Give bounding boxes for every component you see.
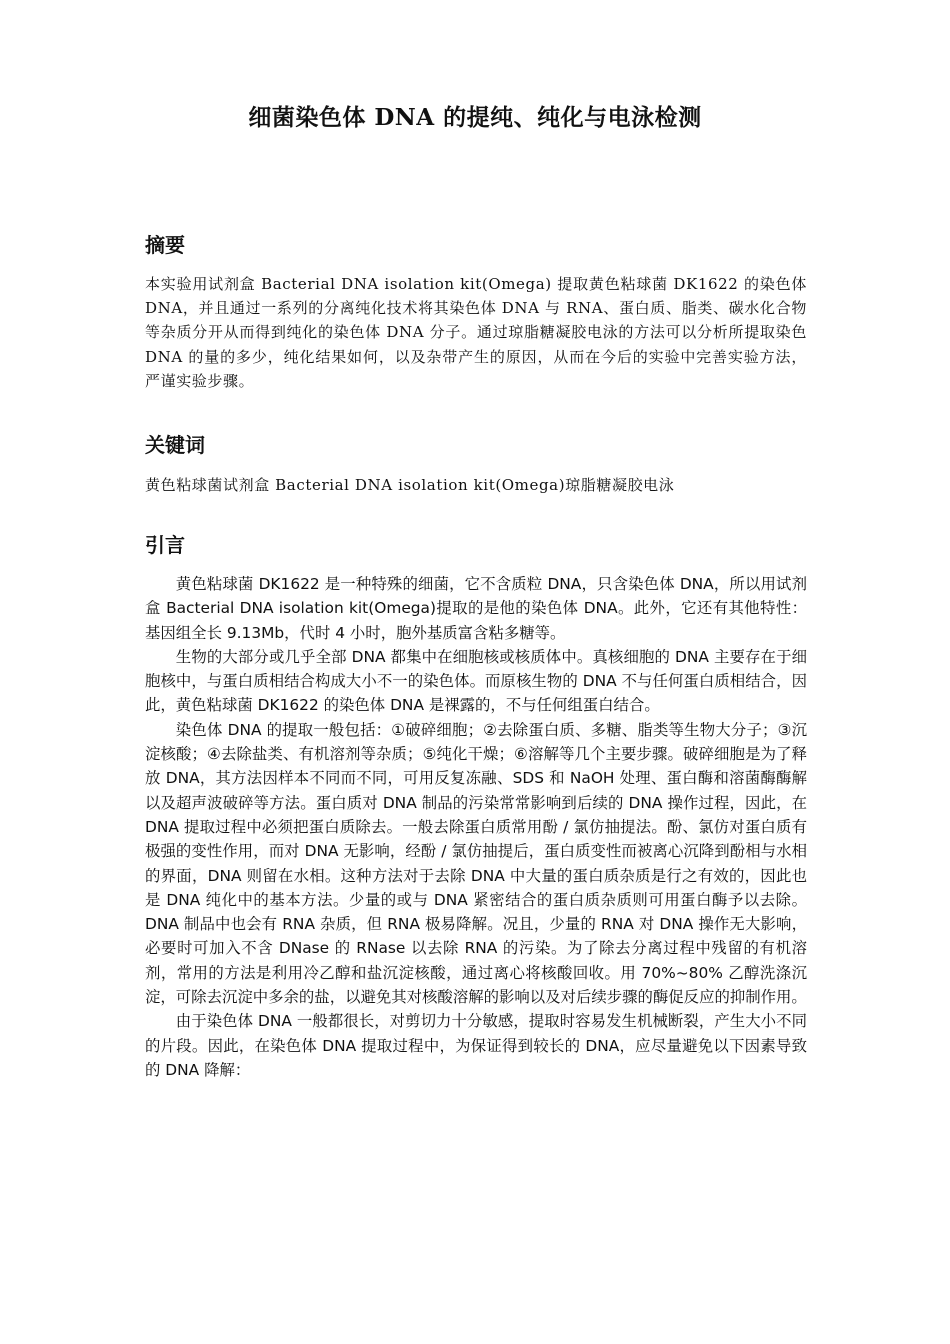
intro-body — [145, 572, 807, 1082]
abstract-heading: 摘要 — [145, 233, 185, 257]
abstract-text: 本实验用试剂盒 Bacterial DNA isolation kit(Omega) 提取黄色粘球菌 DK1622 的染色体 DNA，并且通过一系列的分离纯化技术将其染色体 DNA 与 RNA、蛋白质、脂类、碳水化合物等杂质分开从而得到纯化的染色体 DNA 分子。通过琼脂糖凝胶电泳的方法可以分析所提取染色 DNA 的量的多少，纯化结果如何，以及杂带产生的原因，从而在今后的实验中完善实验方法，严谨实验步骤。 — [145, 275, 807, 390]
keywords-heading: 关键词 — [145, 433, 205, 457]
intro-heading: 引言 — [145, 533, 185, 557]
intro-paragraph: 染色体 DNA 的提取一般包括：①破碎细胞；②去除蛋白质、多糖、脂类等生物大分子；③沉淀核酸；④去除盐类、有机溶剂等杂质；⑤纯化干燥；⑥溶解等几个主要步骤。破碎细胞是为了释放 DNA，其方法因样本不同而不同，可用反复冻融、SDS 和 NaOH 处理、蛋白酶和溶菌酶酶解以及超声波破碎等方法。蛋白质对 DNA 制品的污染常常影响到后续的 DNA 操作过程，因此，在 DNA 提取过程中必须把蛋白质除去。一般去除蛋白质常用酚 / 氯仿抽提法。酚、氯仿对蛋白质有极强的变性作用，而对 DNA 无影响，经酚 / 氯仿抽提后，蛋白质变性而被离心沉降到酚相与水相的界面，DNA 则留在水相。这种方法对于去除 DNA 中大量的蛋白质杂质是行之有效的，因此也是 DNA 纯化中的基本方法。少量的或与 DNA 紧密结合的蛋白质杂质则可用蛋白酶予以去除。DNA 制品中也会有 RNA 杂质，但 RNA 极易降解。况且，少量的 RNA 对 DNA 操作无大影响，必要时可加入不含 DNase 的 RNase 以去除 RNA 的污染。为了除去分离过程中残留的有机溶剂，常用的方法是利用冷乙醇和盐沉淀核酸，通过离心将核酸回收。用 70%~80% 乙醇洗涤沉淀，可除去沉淀中多余的盐，以避免其对核酸溶解的影响以及对后续步骤的酶促反应的抑制作用。 — [145, 720, 807, 1007]
intro-paragraph: 生物的大部分或几乎全部 DNA 都集中在细胞核或核质体中。真核细胞的 DNA 主要存在于细胞核中，与蛋白质相结合构成大小不一的染色体。而原核生物的 DNA 不与任何蛋白质相结合，因此，黄色粘球菌 DK1622 的染色体 DNA 是裸露的，不与任何组蛋白结合。 — [145, 647, 807, 715]
keywords-text: 黄色粘球菌试剂盒 Bacterial DNA isolation kit(Omega)琼脂糖凝胶电泳 — [145, 476, 675, 494]
intro-paragraph: 由于染色体 DNA 一般都很长，对剪切力十分敏感，提取时容易发生机械断裂，产生大小不同的片段。因此，在染色体 DNA 提取过程中，为保证得到较长的 DNA，应尽量避免以下因素导致的 DNA 降解： — [145, 1012, 807, 1079]
document-title: 细菌染色体 DNA 的提纯、纯化与电泳检测 — [248, 104, 702, 131]
intro-paragraph: 黄色粘球菌 DK1622 是一种特殊的细菌，它不含质粒 DNA，只含染色体 DNA，所以用试剂盒 Bacterial DNA isolation kit(Omega)提取的是他的染色体 DNA。此外，它还有其他特性：基因组全长 9.13Mb，代时 4 小时，胞外基质富含粘多糖等。 — [145, 575, 807, 642]
